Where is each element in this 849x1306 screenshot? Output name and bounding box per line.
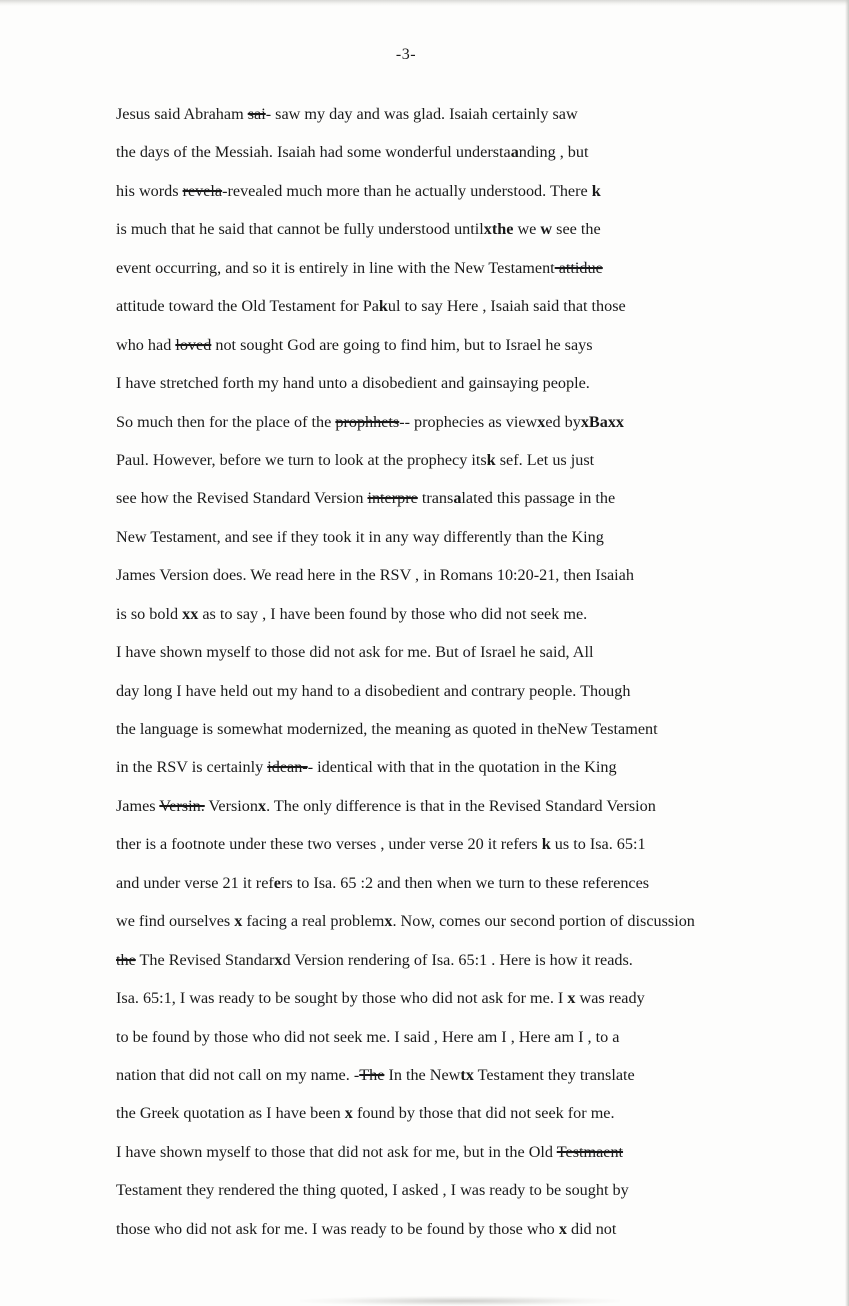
text-segment: nding , but [518, 143, 589, 162]
text-segment: James [116, 796, 160, 815]
text-segment: nation that did not call on my name. - [116, 1065, 360, 1084]
text-line [116, 754, 849, 792]
text-segment: we find ourselves [116, 912, 235, 931]
text-line [116, 601, 849, 639]
struck-out-text: The [359, 1065, 385, 1084]
text-segment: lated this passage in the [461, 489, 616, 508]
text-segment: the Greek quotation as I have been [116, 1104, 345, 1123]
overtyped-text: k [541, 835, 551, 854]
text-line [116, 370, 849, 408]
text-segment: us to Isa. 65:1 [550, 835, 646, 854]
text-segment: event occurring, and so it is entirely in line with the New Testament [116, 258, 555, 277]
struck-out-text: the [116, 950, 136, 969]
text-segment: New Testament, and see if they took it in any way differently than the King [116, 527, 604, 546]
text-segment: did not [566, 1219, 617, 1238]
text-line [116, 831, 849, 869]
overtyped-text: e [273, 873, 281, 892]
overtyped-text: x [537, 412, 546, 431]
text-line [116, 139, 849, 177]
paper-top-edge [0, 0, 849, 6]
text-line [116, 562, 849, 600]
text-segment: ther is a footnote under these two verses , under verse 20 it refers [116, 835, 542, 854]
struck-out-text: attidue [554, 258, 603, 277]
text-segment: see the [552, 220, 601, 239]
text-segment: I have stretched forth my hand unto a disobedient and gainsaying people. [116, 374, 590, 393]
overtyped-text: w [540, 220, 553, 239]
overtyped-text: x [384, 912, 393, 931]
text-segment: rs to Isa. 65 :2 and then when we turn to these references [280, 873, 650, 892]
overtyped-text: xthe [483, 220, 514, 239]
overtyped-text: x [274, 950, 283, 969]
text-segment: - identical with that in the quotation in the King [307, 758, 617, 777]
paper-smudge [300, 1296, 620, 1306]
text-line [116, 255, 849, 293]
overtyped-text: x [344, 1104, 353, 1123]
text-segment: found by those that did not seek for me. [352, 1104, 615, 1123]
page-number: -3- [395, 46, 417, 63]
text-segment: attitude toward the Old Testament for Pa [116, 297, 379, 316]
struck-out-text: idean- [267, 758, 308, 777]
text-line [116, 908, 849, 946]
text-segment: In the New [384, 1065, 461, 1084]
text-segment: we [513, 220, 541, 239]
text-segment: The Revised Standar [135, 950, 275, 969]
text-line [116, 178, 849, 216]
overtyped-text: a [453, 489, 462, 508]
struck-out-text: revela [182, 181, 223, 200]
text-line [116, 1177, 849, 1215]
text-segment: d Version rendering of Isa. 65:1 . Here is how it reads. [282, 950, 633, 969]
text-line [116, 1216, 849, 1254]
overtyped-text: a [510, 143, 519, 162]
text-line [116, 1062, 849, 1100]
text-segment: is much that he said that cannot be fully understood until [116, 220, 484, 239]
text-segment: day long I have held out my hand to a disobedient and contrary people. Though [116, 681, 631, 700]
text-segment: and under verse 21 it ref [116, 873, 274, 892]
struck-out-text: sai [247, 105, 266, 123]
text-line [116, 485, 849, 523]
text-segment: facing a real problem [242, 912, 385, 931]
text-segment: sef. Let us just [495, 450, 595, 469]
text-segment: . Now, comes our second portion of discussion [392, 912, 695, 931]
text-segment: Paul. However, before we turn to look at the prophecy its [116, 450, 487, 469]
text-line [116, 447, 849, 485]
text-segment: - saw my day and was glad. Isaiah certainly saw [265, 105, 578, 123]
struck-out-text: Testmaent [556, 1142, 624, 1161]
struck-out-text: Versin. [159, 796, 205, 815]
text-segment: Isa. 65:1, I was ready to be sought by those who did not ask for me. I [116, 989, 568, 1008]
typed-body-text [116, 101, 849, 1254]
text-segment: the days of the Messiah. Isaiah had some wonderful understa [116, 143, 511, 162]
overtyped-text: x [558, 1219, 567, 1238]
text-line [116, 716, 849, 754]
overtyped-text: tx [460, 1065, 474, 1084]
text-segment: not sought God are going to find him, but to Israel he says [211, 335, 593, 354]
text-segment: I have shown myself to those did not ask for me. But of Israel he said, All [116, 643, 594, 662]
text-line [116, 639, 849, 677]
text-line [116, 101, 849, 139]
text-segment: -revealed much more than he actually understood. There [222, 181, 592, 200]
text-segment: So much then for the place of the [116, 412, 336, 431]
text-segment: is so bold [116, 604, 183, 623]
text-segment: Testament they translate [473, 1065, 635, 1084]
text-line [116, 1024, 849, 1062]
text-line [116, 216, 849, 254]
overtyped-text: k [486, 450, 496, 469]
text-segment: Version [204, 796, 258, 815]
overtyped-text: x [567, 989, 576, 1008]
struck-out-text: loved [175, 335, 212, 354]
overtyped-text: x [257, 796, 267, 815]
text-segment: I have shown myself to those that did not ask for me, but in the Old [116, 1142, 557, 1161]
text-line [116, 1139, 849, 1177]
text-segment: . The only difference is that in the Revised Standard Version [266, 796, 656, 815]
text-segment: Jesus said Abraham [116, 105, 248, 123]
text-line [116, 409, 849, 447]
struck-out-text: prophhets [335, 412, 400, 431]
overtyped-text: x [234, 912, 243, 931]
text-segment: ul to say Here , Isaiah said that those [387, 297, 626, 316]
text-line [116, 293, 849, 331]
text-segment: trans [417, 489, 454, 508]
text-segment: was ready [575, 989, 645, 1008]
text-line [116, 985, 849, 1023]
text-segment: those who did not ask for me. I was ready to be found by those who [116, 1219, 559, 1238]
text-line [116, 870, 849, 908]
text-segment: the language is somewhat modernized, the meaning as quoted in theNew Testament [116, 720, 658, 738]
text-line [116, 678, 849, 716]
text-line [116, 793, 849, 831]
overtyped-text: k [591, 181, 601, 200]
overtyped-text: xx [182, 604, 199, 623]
overtyped-text: k [378, 297, 388, 316]
text-segment: Testament they rendered the thing quoted, I asked , I was ready to be sought by [116, 1181, 629, 1200]
text-line [116, 524, 849, 562]
text-segment: to be found by those who did not seek me. I said , Here am I , Here am I , to a [116, 1027, 620, 1046]
text-segment: -- prophecies as view [399, 412, 538, 431]
text-segment: as to say , I have been found by those who did not seek me. [198, 604, 588, 623]
text-line [116, 1100, 849, 1138]
struck-out-text: interpre [367, 489, 418, 508]
text-line [116, 332, 849, 370]
overtyped-text: xBaxx [580, 412, 625, 431]
text-segment: ed by [545, 412, 581, 431]
text-segment: in the RSV is certainly [116, 758, 268, 777]
text-segment: see how the Revised Standard Version [116, 489, 368, 508]
text-segment: James Version does. We read here in the RSV , in Romans 10:20-21, then Isaiah [116, 566, 634, 585]
text-segment: his words [116, 181, 183, 200]
text-segment: who had [116, 335, 176, 354]
text-line [116, 947, 849, 985]
